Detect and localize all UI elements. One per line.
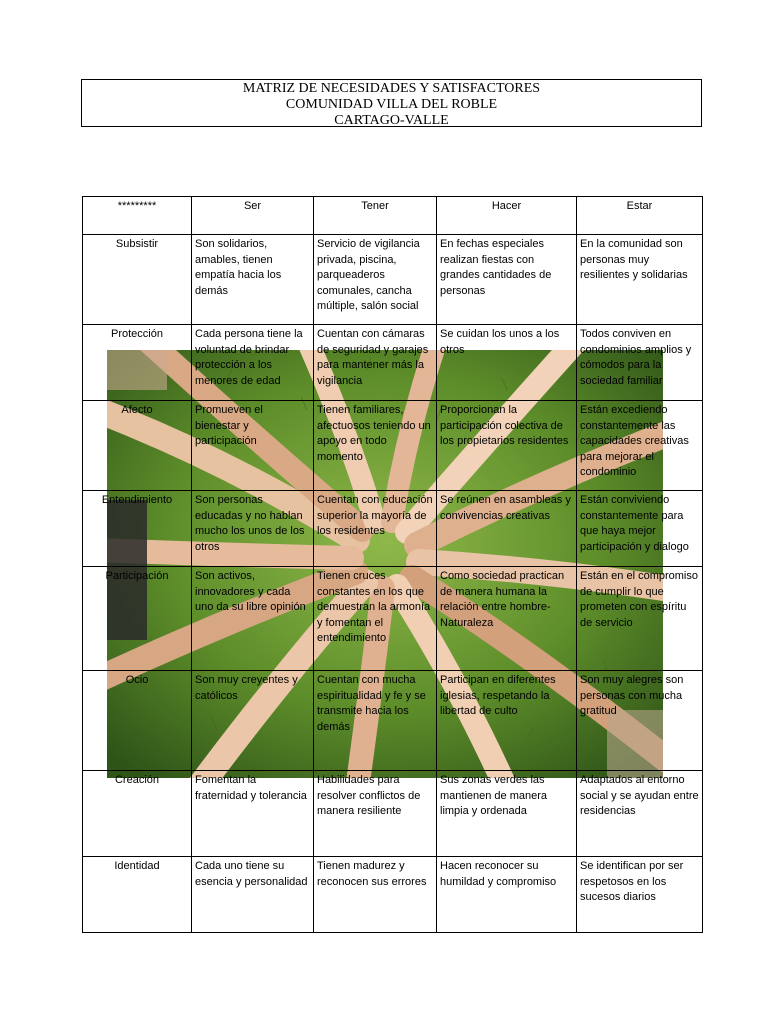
table-cell: Están en el compromiso de cumplir lo que prometen con espíritu de servicio [577, 567, 703, 671]
column-header-hacer: Hacer [437, 197, 577, 235]
table-cell: Son personas educadas y no hablan mucho los unos de los otros [192, 491, 314, 567]
table-cell: Son solidarios, amables, tienen empatía hacia los demás [192, 235, 314, 325]
table-cell: Como sociedad practican de manera humana la relación entre hombre-Naturaleza [437, 567, 577, 671]
table-cell: Servicio de vigilancia privada, piscina, parqueaderos comunales, cancha múltiple, salón social [314, 235, 437, 325]
row-header-afecto: Afecto [83, 401, 192, 491]
row-header-identidad: Identidad [83, 857, 192, 933]
column-header-tener: Tener [314, 197, 437, 235]
table-cell: Sus zonas verdes las mantienen de manera limpia y ordenada [437, 771, 577, 857]
table-cell: Tienen cruces constantes en los que demuestran la armonía y fomentan el entendimiento [314, 567, 437, 671]
table-cell: Promueven el bienestar y participación [192, 401, 314, 491]
table-cell: Tienen madurez y reconocen sus errores [314, 857, 437, 933]
table-row [83, 235, 703, 325]
column-header-ser: Ser [192, 197, 314, 235]
table-cell: Están conviviendo constantemente para que haya mejor participación y dialogo [577, 491, 703, 567]
column-header-estar: Estar [577, 197, 703, 235]
table-row [83, 401, 703, 491]
table-row [83, 671, 703, 771]
table-cell: Tienen familiares, afectuosos teniendo un apoyo en todo momento [314, 401, 437, 491]
table-cell: Son muy alegres son personas con mucha gratitud [577, 671, 703, 771]
row-header-creacion: Creación [83, 771, 192, 857]
table-cell: Son activos, innovadores y cada uno da su libre opinión [192, 567, 314, 671]
table-cell: Adaptados al entorno social y se ayudan entre residencias [577, 771, 703, 857]
row-header-subsistir: Subsistir [83, 235, 192, 325]
title-line-3: CARTAGO-VALLE [334, 113, 449, 128]
table-cell: Fomentan la fraternidad y tolerancia [192, 771, 314, 857]
table-cell: Hacen reconocer su humildad y compromiso [437, 857, 577, 933]
table-cell: Cuentan con educación superior la mayoría de los residentes [314, 491, 437, 567]
table-cell: Proporcionan la participación colectiva de los propietarios residentes [437, 401, 577, 491]
table-cell: Se cuidan los unos a los otros [437, 325, 577, 401]
table-cell: Se reúnen en asambleas y convivencias creativas [437, 491, 577, 567]
row-header-proteccion: Protección [83, 325, 192, 401]
row-header-participacion: Participación [83, 567, 192, 671]
table-row [83, 857, 703, 933]
table-cell: Cuentan con cámaras de seguridad y garajes para mantener más la vigilancia [314, 325, 437, 401]
table-row [83, 567, 703, 671]
table-row [83, 771, 703, 857]
table-cell: En la comunidad son personas muy resilientes y solidarias [577, 235, 703, 325]
table-cell: Están excediendo constantemente las capacidades creativas para mejorar el condominio [577, 401, 703, 491]
row-header-entendimiento: Entendimiento [83, 491, 192, 567]
table-header-row [83, 197, 703, 235]
table-cell: Cuentan con mucha espiritualidad y fe y se transmite hacia los demás [314, 671, 437, 771]
title-line-1: MATRIZ DE NECESIDADES Y SATISFACTORES [242, 81, 541, 96]
table-row [83, 325, 703, 401]
table-row [83, 491, 703, 567]
table-cell: Se identifican por ser respetosos en los sucesos diarios [577, 857, 703, 933]
corner-cell: ********* [83, 197, 192, 235]
table-cell: En fechas especiales realizan fiestas con grandes cantidades de personas [437, 235, 577, 325]
row-header-ocio: Ocio [83, 671, 192, 771]
title-line-2: COMUNIDAD VILLA DEL ROBLE [285, 97, 498, 112]
table-cell: Cada persona tiene la voluntad de brindar protección a los menores de edad [192, 325, 314, 401]
table-cell: Son muy creyentes y católicos [192, 671, 314, 771]
table-cell: Cada uno tiene su esencia y personalidad [192, 857, 314, 933]
table-cell: Participan en diferentes iglesias, respetando la libertad de culto [437, 671, 577, 771]
document-title-box [81, 79, 702, 127]
table-cell: Todos conviven en condominios amplios y cómodos para la sociedad familiar [577, 325, 703, 401]
needs-satisfiers-table [82, 196, 703, 933]
table-cell: Habilidades para resolver conflictos de manera resiliente [314, 771, 437, 857]
